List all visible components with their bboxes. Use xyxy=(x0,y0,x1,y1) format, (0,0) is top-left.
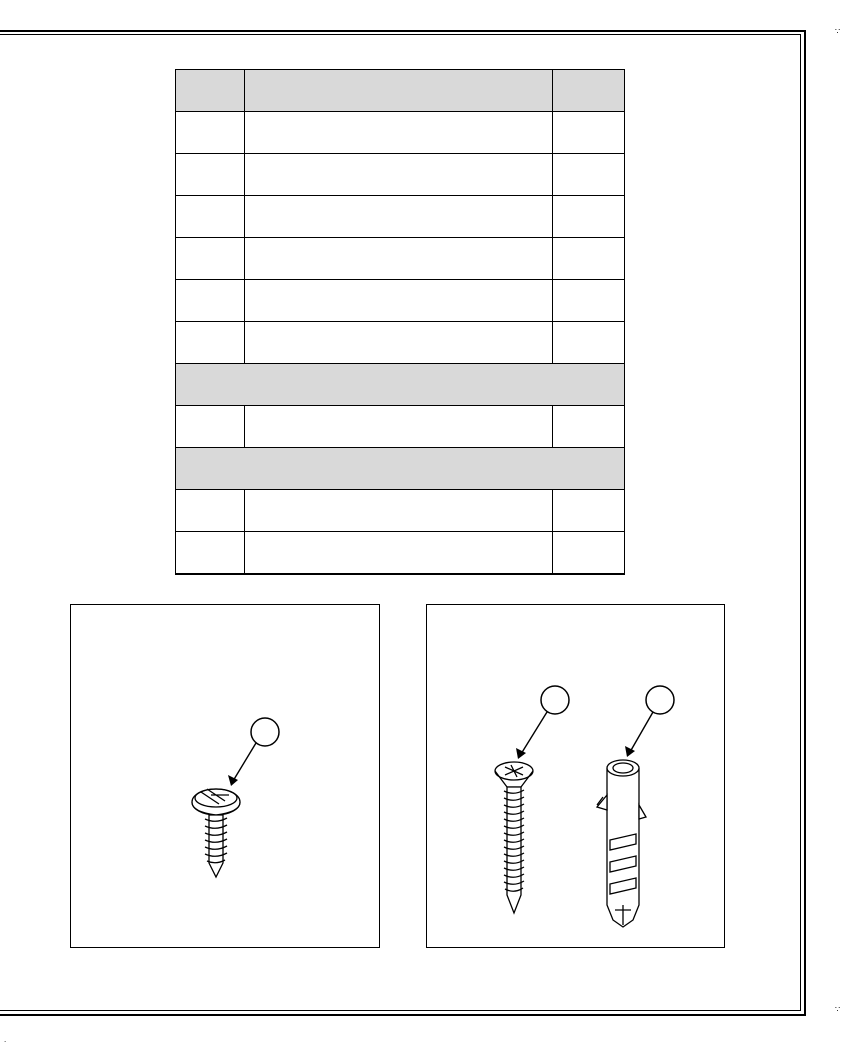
row-description xyxy=(245,112,552,154)
table-row xyxy=(176,280,625,322)
row-quantity xyxy=(552,532,624,575)
row-description xyxy=(245,280,552,322)
row-quantity xyxy=(552,154,624,196)
section-label xyxy=(176,448,625,490)
row-number xyxy=(176,280,245,322)
row-description xyxy=(245,238,552,280)
header-col-number xyxy=(176,70,245,112)
header-col-description xyxy=(245,70,552,112)
table-row xyxy=(176,238,625,280)
table-row xyxy=(176,532,625,575)
table-row xyxy=(176,406,625,448)
table-row xyxy=(176,490,625,532)
table-row xyxy=(176,112,625,154)
callout-bubble xyxy=(646,686,674,714)
callout-arrow xyxy=(625,712,653,757)
row-number xyxy=(176,490,245,532)
row-quantity xyxy=(552,196,624,238)
row-description xyxy=(245,196,552,238)
row-quantity xyxy=(552,238,624,280)
table-section-row xyxy=(176,448,625,490)
pan-head-screw-icon xyxy=(192,789,240,877)
row-quantity xyxy=(552,490,624,532)
table-header-row xyxy=(176,70,625,112)
row-number xyxy=(176,532,245,575)
table-section-row xyxy=(176,364,625,406)
row-description xyxy=(245,322,552,364)
row-description xyxy=(245,154,552,196)
hardware-illustration-right xyxy=(427,605,726,949)
row-quantity xyxy=(552,406,624,448)
crop-mark-top-right: ∵ xyxy=(835,27,841,36)
crop-mark-bottom-left: . xyxy=(4,1035,7,1044)
row-number xyxy=(176,406,245,448)
hardware-illustration-left xyxy=(71,605,381,949)
row-number xyxy=(176,196,245,238)
table-row xyxy=(176,196,625,238)
parts-list-table xyxy=(175,69,625,575)
row-description xyxy=(245,532,552,575)
row-number xyxy=(176,238,245,280)
table-row xyxy=(176,322,625,364)
row-number xyxy=(176,112,245,154)
section-label xyxy=(176,364,625,406)
callout-bubble xyxy=(251,718,279,746)
callout-arrow xyxy=(228,743,256,786)
row-description xyxy=(245,406,552,448)
countersunk-screw-icon xyxy=(495,762,533,913)
row-quantity xyxy=(552,322,624,364)
hardware-panel-left xyxy=(70,604,380,948)
header-col-quantity xyxy=(552,70,624,112)
row-quantity xyxy=(552,112,624,154)
row-description xyxy=(245,490,552,532)
wall-plug-icon xyxy=(597,760,646,927)
callout-arrow xyxy=(516,712,547,759)
hardware-panel-right xyxy=(426,604,725,948)
crop-mark-bottom-right: ∵ xyxy=(835,1005,841,1014)
table-row xyxy=(176,154,625,196)
callout-bubble xyxy=(541,686,569,714)
row-number xyxy=(176,322,245,364)
row-quantity xyxy=(552,280,624,322)
row-number xyxy=(176,154,245,196)
